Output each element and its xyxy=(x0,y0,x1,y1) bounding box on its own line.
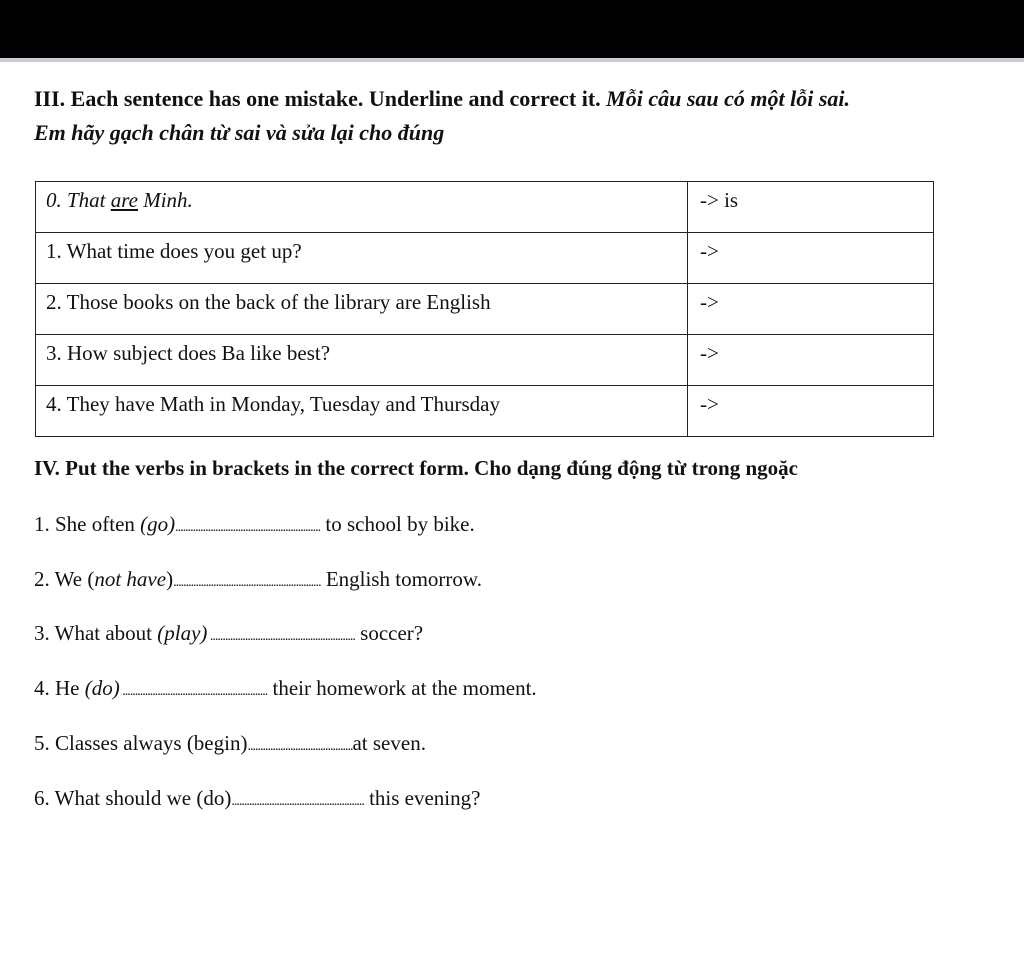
item-text-start: 5. Classes always (begin) xyxy=(34,731,248,755)
answer-blank[interactable]: .......................................................... xyxy=(119,684,268,699)
item-text-end: English tomorrow. xyxy=(320,567,482,591)
top-window-bar xyxy=(0,0,1024,58)
section-3-subtitle: Em hãy gạch chân từ sai và sửa lại cho đúng xyxy=(34,120,445,145)
section-3-title-vi: Mỗi câu sau có một lỗi sai. xyxy=(606,86,851,111)
example-answer-cell: -> is xyxy=(688,182,934,233)
item-verb: (play) xyxy=(157,621,208,645)
item-text-start: 2. We ( xyxy=(34,567,95,591)
answer-blank[interactable]: .......................................................... xyxy=(175,520,321,535)
table-row xyxy=(36,284,934,335)
sentence-cell: 4. They have Math in Monday, Tuesday and Thursday xyxy=(36,386,688,437)
top-divider xyxy=(0,58,1024,62)
answer-cell[interactable]: -> xyxy=(688,233,934,284)
item-text-end: soccer? xyxy=(354,621,424,645)
item-verb: not have xyxy=(94,567,167,591)
item-verb: (go) xyxy=(140,512,176,536)
exercise-item-5 xyxy=(34,731,426,756)
table-row xyxy=(36,233,934,284)
exercise-item-3 xyxy=(34,621,423,646)
item-close-bracket: ) xyxy=(166,567,174,591)
error-correction-table xyxy=(35,181,934,437)
sentence-cell: 1. What time does you get up? xyxy=(36,233,688,284)
answer-cell[interactable]: -> xyxy=(688,284,934,335)
answer-cell[interactable]: -> xyxy=(688,335,934,386)
sentence-cell: 3. How subject does Ba like best? xyxy=(36,335,688,386)
answer-blank[interactable]: .......................................... xyxy=(247,739,353,754)
table-row-example xyxy=(36,182,934,233)
item-text-end: to school by bike. xyxy=(320,512,475,536)
answer-blank[interactable]: ........................................................... xyxy=(173,575,321,590)
exercise-item-1 xyxy=(34,512,475,537)
section-3-title-en: III. Each sentence has one mistake. Underline and correct it. xyxy=(34,86,601,111)
example-number: 0. xyxy=(46,188,62,212)
exercise-item-2 xyxy=(34,567,482,592)
example-word-after: Minh. xyxy=(143,188,193,212)
answer-blank[interactable]: .......................................................... xyxy=(207,629,355,644)
item-verb: (do) xyxy=(84,676,120,700)
example-mistake-underlined: are xyxy=(110,188,138,212)
item-text-end: at seven. xyxy=(352,731,426,755)
item-text-end: their homework at the moment. xyxy=(267,676,537,700)
table-row xyxy=(36,335,934,386)
item-text-end: this evening? xyxy=(363,786,481,810)
section-3-title xyxy=(34,86,850,112)
example-sentence-cell xyxy=(36,182,688,233)
exercise-item-4 xyxy=(34,676,537,701)
item-text-start: 4. He xyxy=(34,676,85,700)
sentence-cell: 2. Those books on the back of the library are English xyxy=(36,284,688,335)
answer-cell[interactable]: -> xyxy=(688,386,934,437)
table-row xyxy=(36,386,934,437)
section-4-title: IV. Put the verbs in brackets in the correct form. Cho dạng đúng động từ trong ngoặc xyxy=(34,456,798,480)
example-word-before: That xyxy=(67,188,106,212)
item-text-start: 1. She often xyxy=(34,512,141,536)
exercise-item-6 xyxy=(34,786,480,811)
answer-blank[interactable]: ..................................................... xyxy=(231,794,364,809)
item-text-start: 6. What should we (do) xyxy=(34,786,232,810)
item-text-start: 3. What about xyxy=(34,621,158,645)
